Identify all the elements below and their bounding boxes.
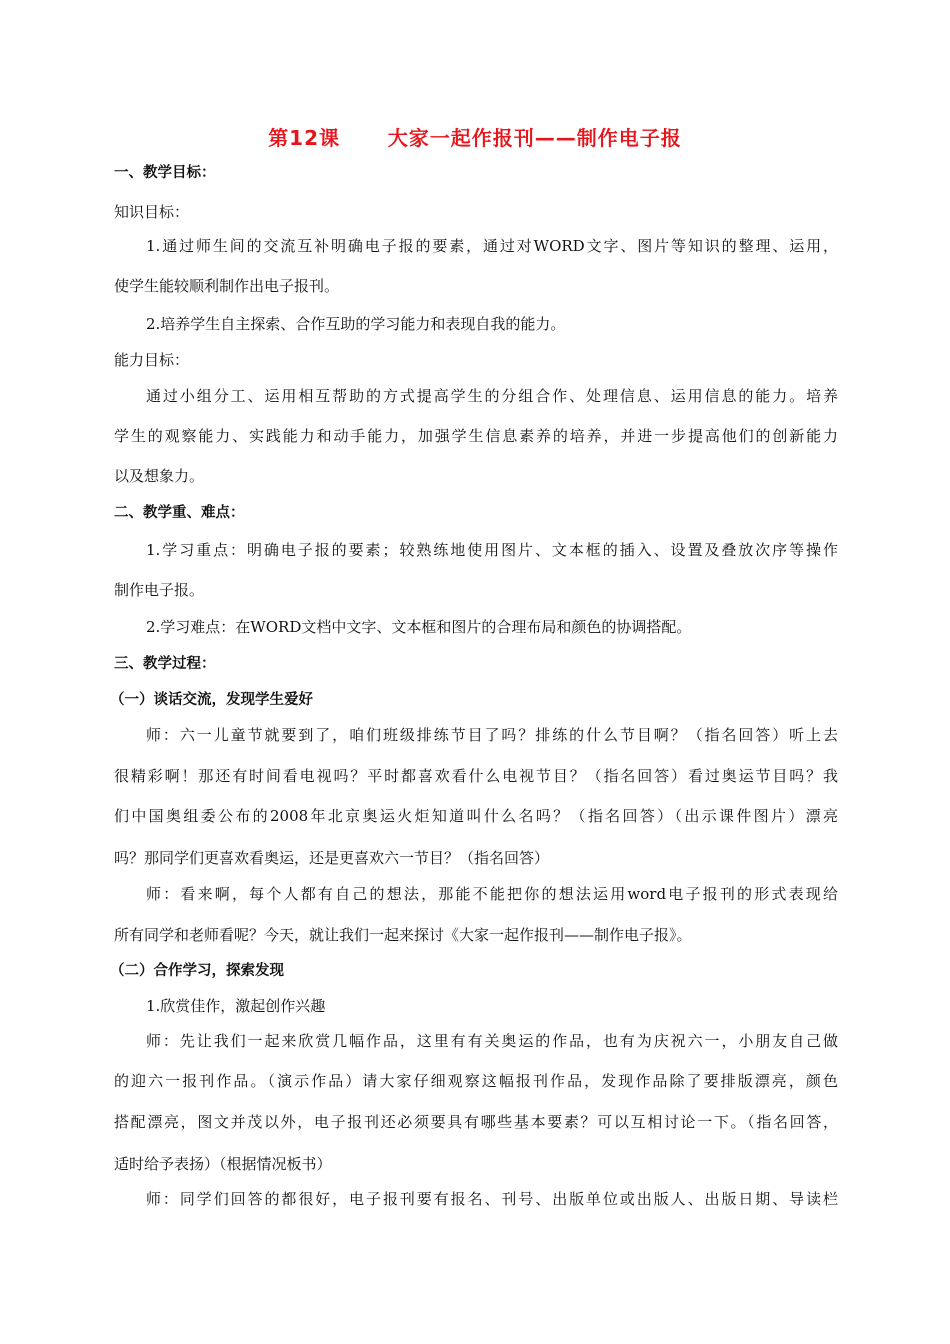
paragraph-line: 1.学习重点：明确电子报的要素；较熟练地使用图片、文本框的插入、设置及叠放次序等操作 [146, 541, 838, 559]
subsection-heading-1: （一）谈话交流，发现学生爱好 [110, 692, 313, 708]
paragraph-line: 2.培养学生自主探索、合作互助的学习能力和表现自我的能力。 [146, 315, 566, 333]
section-heading-key-points: 二、教学重、难点： [114, 505, 245, 521]
paragraph-line: 们中国奥组委公布的2008年北京奥运火炬知道叫什么名吗？（指名回答）（出示课件图片）漂亮 [114, 807, 838, 825]
subheading-knowledge-objectives: 知识目标： [114, 203, 190, 221]
document-title: 第12课 大家一起作报刊——制作电子报 [268, 126, 682, 150]
paragraph-line: 师：看来啊，每个人都有自己的想法，那能不能把你的想法运用word电子报刊的形式表现给 [146, 885, 838, 903]
section-heading-objectives: 一、教学目标： [114, 165, 216, 181]
paragraph-line: 搭配漂亮，图文并茂以外，电子报刊还必须要具有哪些基本要素？可以互相讨论一下。（指名回答， [114, 1113, 838, 1131]
paragraph-line: 很精彩啊！那还有时间看电视吗？平时都喜欢看什么电视节目？（指名回答）看过奥运节目吗？我 [114, 767, 838, 785]
paragraph-line: 师：先让我们一起来欣赏几幅作品，这里有有关奥运的作品，也有为庆祝六一，小朋友自己做 [146, 1032, 838, 1050]
paragraph-line: 学生的观察能力、实践能力和动手能力，加强学生信息素养的培养，并进一步提高他们的创新能力 [114, 427, 838, 445]
paragraph-line: 的迎六一报刊作品。（演示作品）请大家仔细观察这幅报刊作品，发现作品除了要排版漂亮，颜色 [114, 1072, 838, 1090]
paragraph-line: 1.通过师生间的交流互补明确电子报的要素，通过对WORD文字、图片等知识的整理、运用， [146, 237, 838, 255]
paragraph-line: 所有同学和老师看呢？今天，就让我们一起来探讨《大家一起作报刊——制作电子报》。 [114, 926, 692, 944]
subheading-ability-objectives: 能力目标： [114, 351, 190, 369]
paragraph-line: 通过小组分工、运用相互帮助的方式提高学生的分组合作、处理信息、运用信息的能力。培养 [146, 387, 838, 405]
paragraph-line: 使学生能较顺利制作出电子报刊。 [114, 277, 340, 295]
paragraph-line: 以及想象力。 [114, 467, 205, 485]
paragraph-line: 吗？那同学们更喜欢看奥运，还是更喜欢六一节目？（指名回答） [114, 849, 550, 867]
paragraph-line: 师：六一儿童节就要到了，咱们班级排练节目了吗？排练的什么节目啊？（指名回答）听上去 [146, 726, 838, 744]
paragraph-line: 制作电子报。 [114, 581, 205, 599]
paragraph-line: 适时给予表扬）（根据情况板书） [114, 1155, 332, 1173]
paragraph-line: 1.欣赏佳作，激起创作兴趣 [146, 997, 326, 1015]
section-heading-process: 三、教学过程： [114, 656, 216, 672]
paragraph-line: 师：同学们回答的都很好，电子报刊要有报名、刊号、出版单位或出版人、出版日期、导读栏 [146, 1190, 838, 1208]
subsection-heading-2: （二）合作学习，探索发现 [110, 963, 284, 979]
paragraph-line: 2.学习难点：在WORD文档中文字、文本框和图片的合理布局和颜色的协调搭配。 [146, 618, 692, 636]
